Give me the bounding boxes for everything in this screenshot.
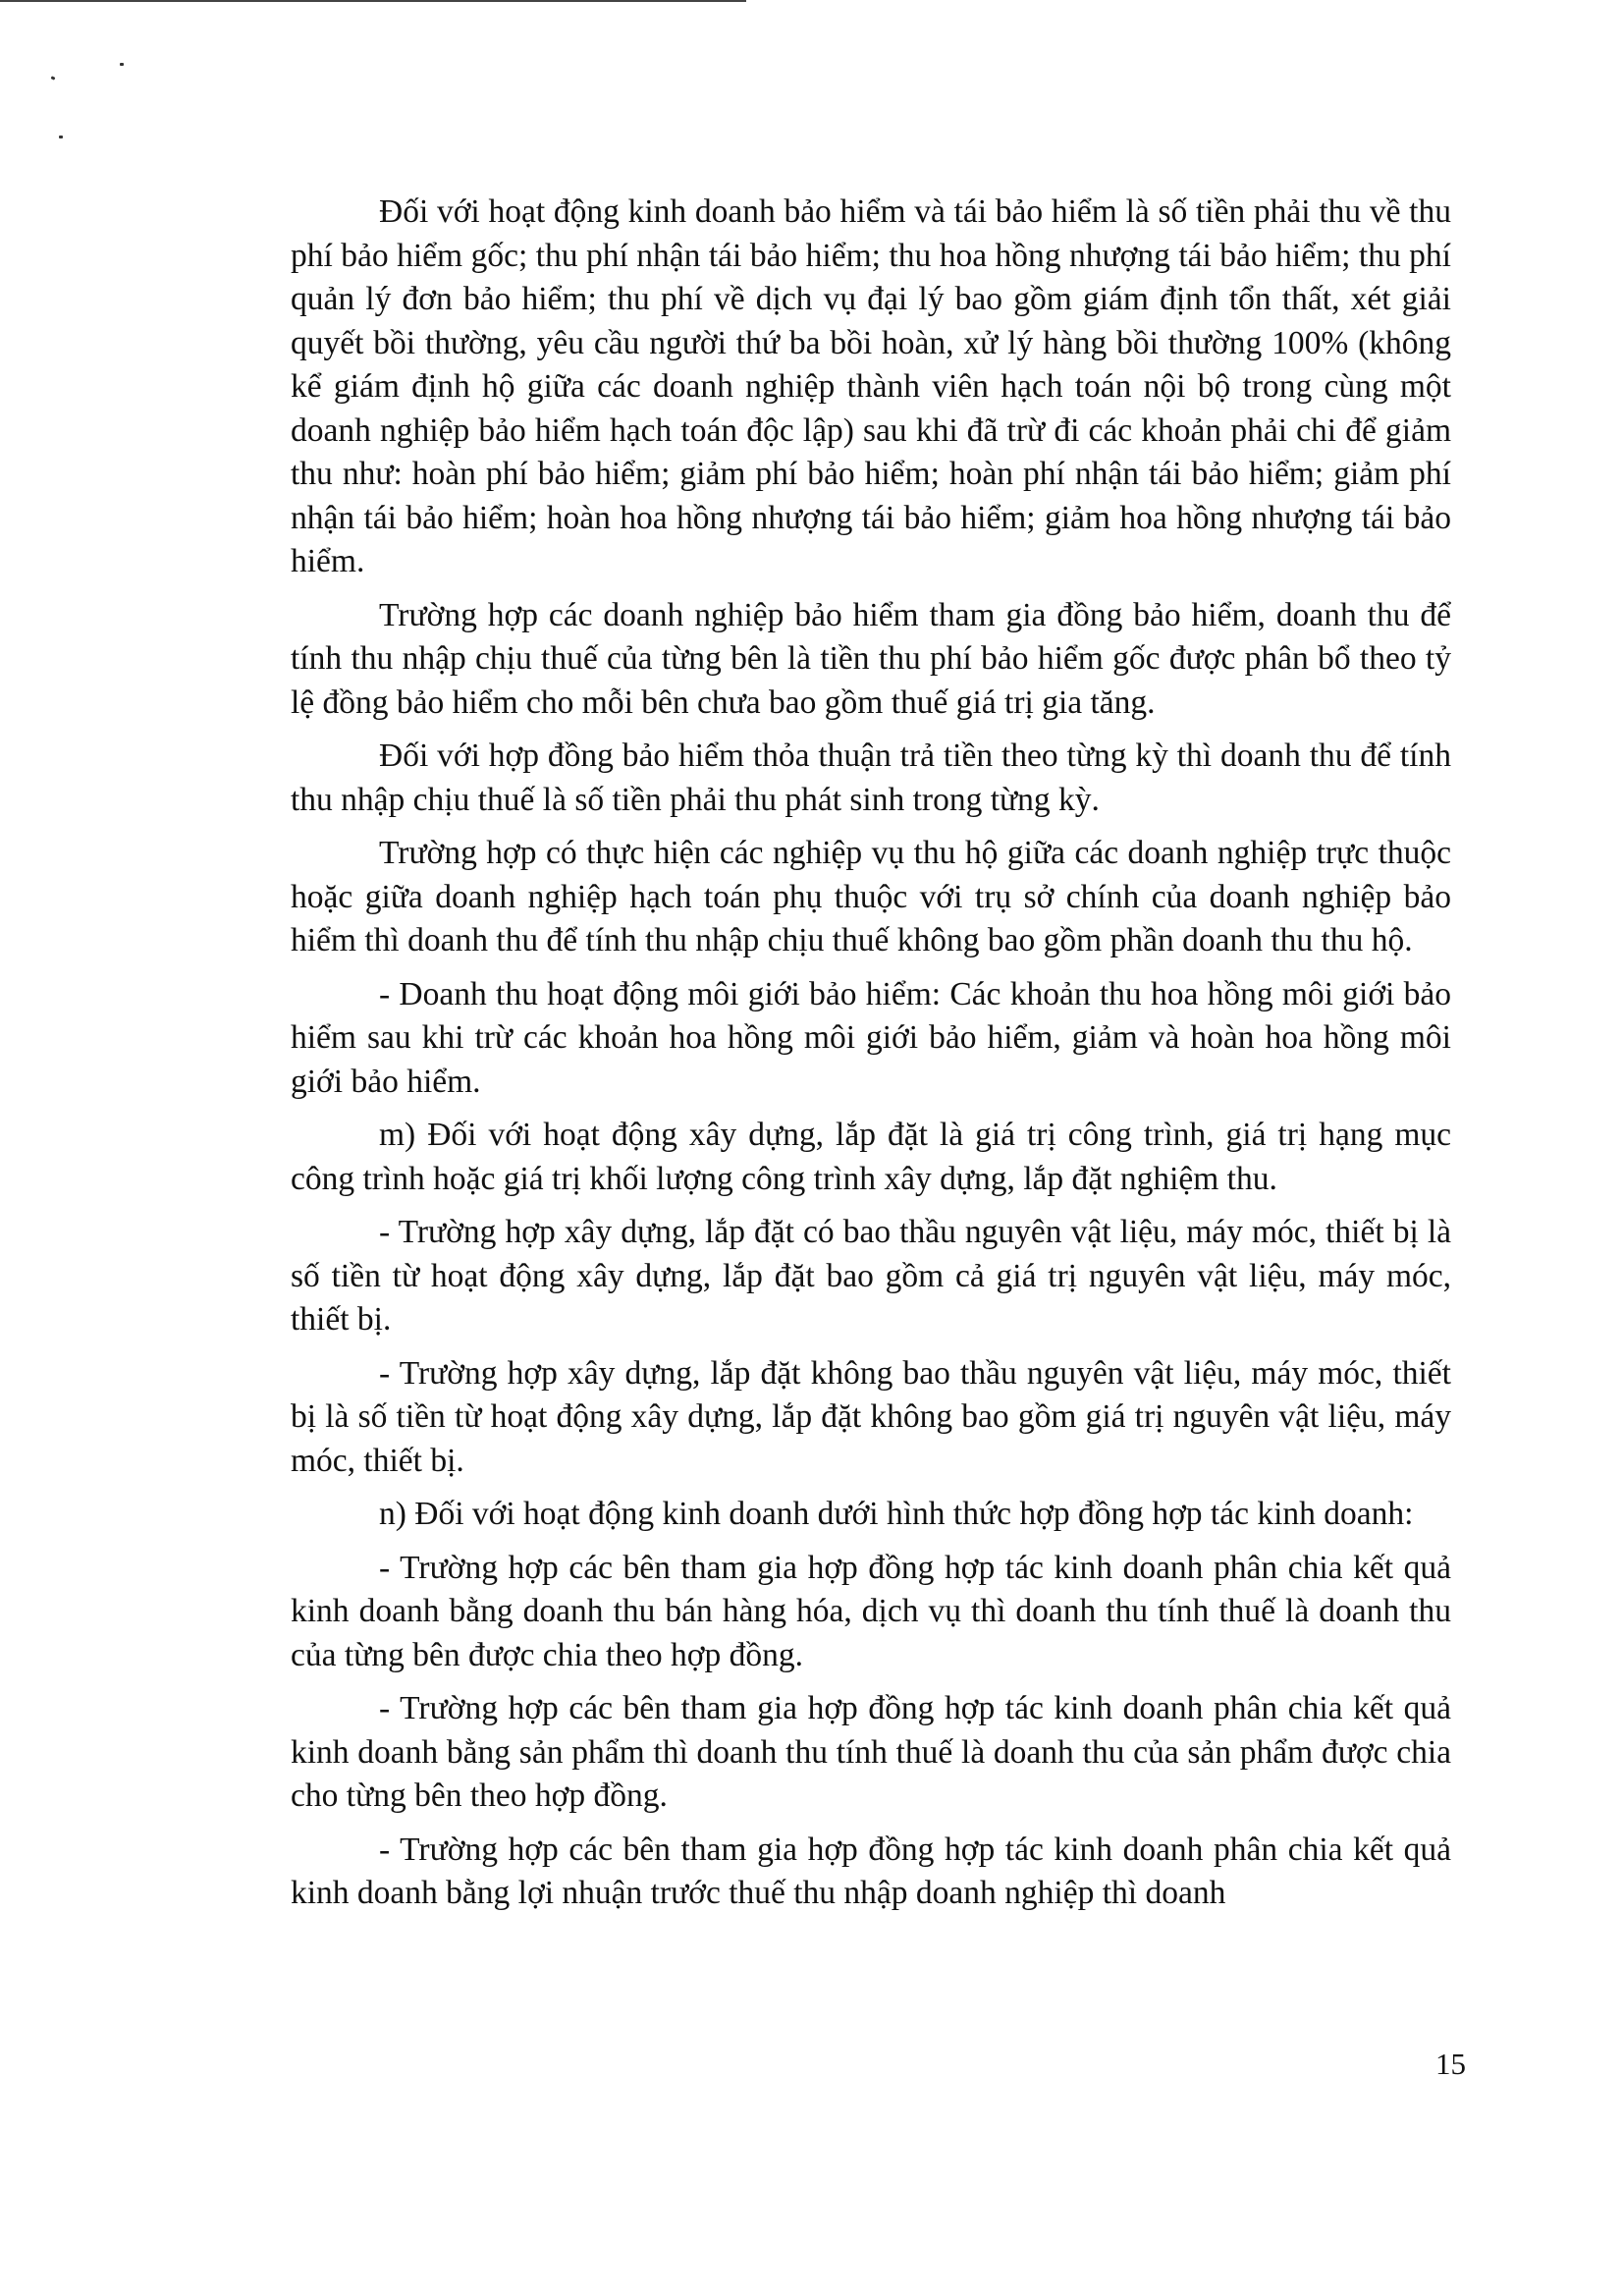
body-text xyxy=(291,191,1451,1926)
paragraph: Trường hợp có thực hiện các nghiệp vụ thu hộ giữa các doanh nghiệp trực thuộc hoặc giữa doanh nghiệp hạch toán phụ thuộc với trụ sở chính của doanh nghiệp bảo hiểm thì doanh thu để tính thu nhập chịu thuế không bao gồm phần doanh thu thu hộ. xyxy=(291,835,1451,958)
paragraph: Đối với hoạt động kinh doanh bảo hiểm và tái bảo hiểm là số tiền phải thu về thu phí bảo hiểm gốc; thu phí nhận tái bảo hiểm; thu hoa hồng nhượng tái bảo hiểm; thu phí quản lý đơn bảo hiểm; thu phí về dịch vụ đại lý bao gồm giám định tổn thất, xét giải quyết bồi thường, yêu cầu người thứ ba bồi hoàn, xử lý hàng bồi thường 100% (không kể giám định hộ giữa các doanh nghiệp thành viên hạch toán nội bộ trong cùng một doanh nghiệp bảo hiểm hạch toán độc lập) sau khi đã trừ đi các khoản phải chi để giảm thu như: hoàn phí bảo hiểm; giảm phí bảo hiểm; hoàn phí nhận tái bảo hiểm; giảm phí nhận tái bảo hiểm; hoàn hoa hồng nhượng tái bảo hiểm; giảm hoa hồng nhượng tái bảo hiểm. xyxy=(291,193,1451,579)
paragraph: m) Đối với hoạt động xây dựng, lắp đặt là giá trị công trình, giá trị hạng mục công trình hoặc giá trị khối lượng công trình xây dựng, lắp đặt nghiệm thu. xyxy=(291,1117,1451,1197)
paragraph: n) Đối với hoạt động kinh doanh dưới hình thức hợp đồng hợp tác kinh doanh: xyxy=(379,1496,1414,1532)
paragraph: - Trường hợp các bên tham gia hợp đồng hợp tác kinh doanh phân chia kết quả kinh doanh bằng lợi nhuận trước thuế thu nhập doanh nghiệp thì doanh xyxy=(291,1831,1451,1911)
paragraph: - Trường hợp xây dựng, lắp đặt có bao thầu nguyên vật liệu, máy móc, thiết bị là số tiền từ hoạt động xây dựng, lắp đặt bao gồm cả giá trị nguyên vật liệu, máy móc, thiết bị. xyxy=(291,1214,1451,1338)
paragraph: Trường hợp các doanh nghiệp bảo hiểm tham gia đồng bảo hiểm, doanh thu để tính thu nhập chịu thuế của từng bên là tiền thu phí bảo hiểm gốc được phân bổ theo tỷ lệ đồng bảo hiểm cho mỗi bên chưa bao gồm thuế giá trị gia tăng. xyxy=(291,596,1451,721)
scan-top-edge-line xyxy=(0,0,746,2)
page-number: 15 xyxy=(1435,2047,1466,2081)
paragraph: - Trường hợp các bên tham gia hợp đồng hợp tác kinh doanh phân chia kết quả kinh doanh bằng doanh thu bán hàng hóa, dịch vụ thì doanh thu tính thuế là doanh thu của từng bên được chia theo hợp đồng. xyxy=(291,1549,1451,1673)
paragraph: - Trường hợp các bên tham gia hợp đồng hợp tác kinh doanh phân chia kết quả kinh doanh bằng sản phẩm thì doanh thu tính thuế là doanh thu của sản phẩm được chia cho từng bên theo hợp đồng. xyxy=(291,1690,1451,1814)
scan-speck xyxy=(59,136,63,138)
paragraph: - Trường hợp xây dựng, lắp đặt không bao thầu nguyên vật liệu, máy móc, thiết bị là số tiền từ hoạt động xây dựng, lắp đặt không bao gồm giá trị nguyên vật liệu, máy móc, thiết bị. xyxy=(291,1354,1451,1479)
paragraph: Đối với hợp đồng bảo hiểm thỏa thuận trả tiền theo từng kỳ thì doanh thu để tính thu nhập chịu thuế là số tiền phải thu phát sinh trong từng kỳ. xyxy=(291,738,1451,818)
paragraph: - Doanh thu hoạt động môi giới bảo hiểm: Các khoản thu hoa hồng môi giới bảo hiểm sau khi trừ các khoản hoa hồng môi giới bảo hiểm, giảm và hoàn hoa hồng môi giới bảo hiểm. xyxy=(291,975,1451,1100)
scan-speck xyxy=(120,63,124,66)
scan-speck xyxy=(51,76,56,80)
